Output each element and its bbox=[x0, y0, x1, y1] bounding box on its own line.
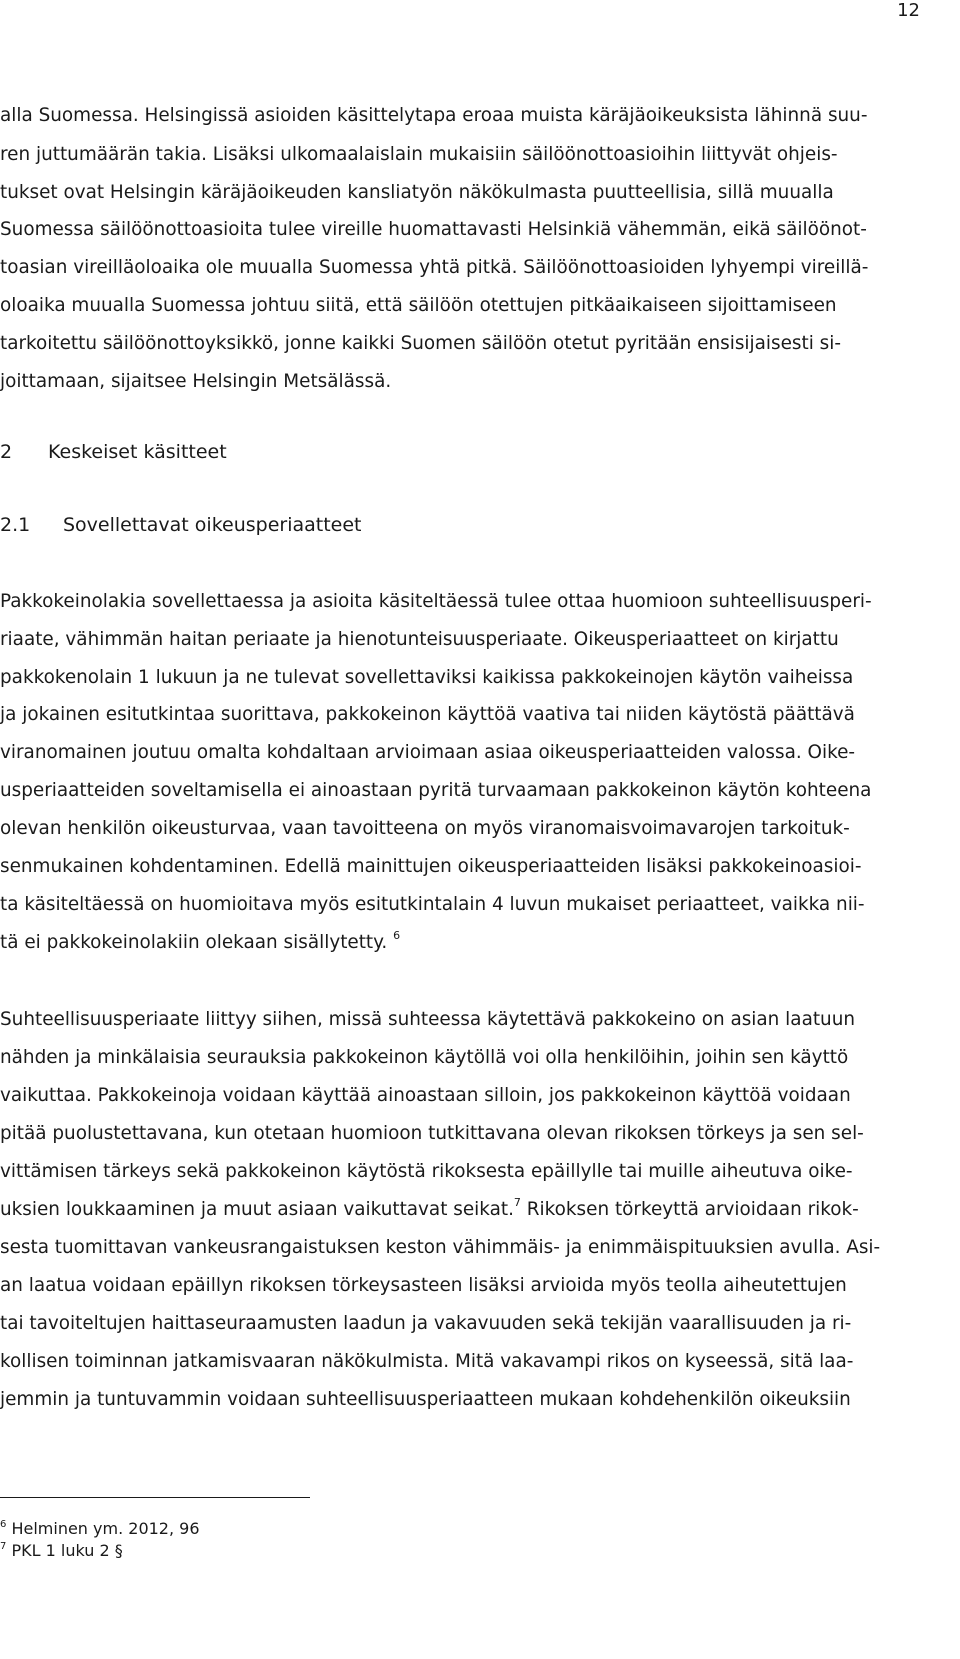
subsection-title: Sovellettavat oikeusperiaatteet bbox=[63, 514, 362, 536]
paragraph-2-line bbox=[0, 931, 400, 955]
paragraph-2-line-text: tä ei pakkokeinolakiin olekaan sisällytetty. bbox=[0, 932, 388, 953]
paragraph-1-line: ren juttumäärän takia. Lisäksi ulkomaalaislain mukaisiin säilöönottoasioihin liittyvät ohjeis- bbox=[0, 144, 838, 165]
paragraph-2-line: viranomainen joutuu omalta kohdaltaan arvioimaan asiaa oikeusperiaatteiden valossa. Oike- bbox=[0, 742, 856, 763]
paragraph-3-line bbox=[0, 1198, 859, 1222]
footnote-ref: 6 bbox=[393, 929, 401, 942]
footnote bbox=[0, 1519, 200, 1539]
footnote-text: PKL 1 luku 2 § bbox=[11, 1541, 123, 1560]
paragraph-3-line: vaikuttaa. Pakkokeinoja voidaan käyttää ainoastaan silloin, jos pakkokeinon käyttöä voidaan bbox=[0, 1085, 851, 1106]
paragraph-1-line: alla Suomessa. Helsingissä asioiden käsittelytapa eroaa muista käräjäoikeuksista lähinnä suu- bbox=[0, 105, 868, 126]
paragraph-1-line: tarkoitettu säilöönottoyksikkö, jonne kaikki Suomen säilöön otetut pyritään ensisijaisesti si- bbox=[0, 333, 841, 354]
subsection-heading bbox=[0, 513, 362, 537]
paragraph-1-line: joittamaan, sijaitsee Helsingin Metsälässä. bbox=[0, 371, 392, 392]
section-heading bbox=[0, 440, 227, 464]
subsection-number: 2.1 bbox=[0, 514, 31, 536]
paragraph-2-line: olevan henkilön oikeusturvaa, vaan tavoitteena on myös viranomaisvoimavarojen tarkoituk- bbox=[0, 818, 850, 839]
paragraph-3-line: tai tavoiteltujen haittaseuraamusten laadun ja vakavuuden sekä tekijän vaarallisuuden ja ri- bbox=[0, 1313, 852, 1334]
section-number: 2 bbox=[0, 441, 13, 463]
paragraph-3-line-text: Rikoksen törkeyttä arvioidaan rikok- bbox=[520, 1199, 859, 1220]
footnote-ref: 7 bbox=[513, 1196, 521, 1209]
paragraph-3-line: vittämisen tärkeys sekä pakkokeinon käytöstä rikoksesta epäillylle tai muille aiheutuva oike- bbox=[0, 1161, 853, 1182]
footnote-mark: 7 bbox=[0, 1541, 7, 1552]
paragraph-2-line: ja jokainen esitutkintaa suorittava, pakkokeinon käyttöä vaativa tai niiden käytöstä päättävä bbox=[0, 704, 855, 725]
paragraph-3-line: Suhteellisuusperiaate liittyy siihen, missä suhteessa käytettävä pakkokeino on asian laatuun bbox=[0, 1009, 856, 1030]
paragraph-2-line: usperiaatteiden soveltamisella ei ainoastaan pyritä turvaamaan pakkokeinon käytön kohteena bbox=[0, 780, 872, 801]
paragraph-2-line: ta käsiteltäessä on huomioitava myös esitutkintalain 4 luvun mukaiset periaatteet, vaikka nii- bbox=[0, 894, 865, 915]
paragraph-3-line: kollisen toiminnan jatkamisvaaran näkökulmista. Mitä vakavampi rikos on kyseessä, sitä laa- bbox=[0, 1351, 854, 1372]
footnote-mark: 6 bbox=[0, 1519, 7, 1530]
paragraph-2-line: pakkokenolain 1 lukuun ja ne tulevat sovellettaviksi kaikissa pakkokeinojen käytön vaiheissa bbox=[0, 667, 854, 688]
section-title: Keskeiset käsitteet bbox=[48, 441, 227, 463]
paragraph-3-line: an laatua voidaan epäillyn rikoksen törkeysasteen lisäksi arvioida myös teolla aiheutettujen bbox=[0, 1275, 847, 1296]
paragraph-3-line: pitää puolustettavana, kun otetaan huomioon tutkittavana olevan rikoksen törkeys ja sen sel- bbox=[0, 1123, 864, 1144]
footnote-text: Helminen ym. 2012, 96 bbox=[11, 1519, 200, 1538]
paragraph-1-line: toasian vireilläoloaika ole muualla Suomessa yhtä pitkä. Säilöönottoasioiden lyhyempi vireillä- bbox=[0, 257, 869, 278]
footnote bbox=[0, 1541, 123, 1561]
paragraph-1-line: tukset ovat Helsingin käräjäoikeuden kansliatyön näkökulmasta puutteellisia, sillä muualla bbox=[0, 182, 834, 203]
paragraph-3-line-text: uksien loukkaaminen ja muut asiaan vaikuttavat seikat. bbox=[0, 1199, 514, 1220]
paragraph-2-line: Pakkokeinolakia sovellettaessa ja asioita käsiteltäessä tulee ottaa huomioon suhteellisuusperi- bbox=[0, 591, 872, 612]
paragraph-2-line: riaate, vähimmän haitan periaate ja hienotunteisuusperiaate. Oikeusperiaatteet on kirjattu bbox=[0, 629, 839, 650]
paragraph-3-line: nähden ja minkälaisia seurauksia pakkokeinon käytöllä voi olla henkilöihin, joihin sen käyttö bbox=[0, 1047, 849, 1068]
paragraph-1-line: Suomessa säilöönottoasioita tulee vireille huomattavasti Helsinkiä vähemmän, eikä säilöönot- bbox=[0, 219, 867, 240]
page-number: 12 bbox=[897, 0, 920, 21]
paragraph-3-line: sesta tuomittavan vankeusrangaistuksen keston vähimmäis- ja enimmäispituuksien avulla. Asi- bbox=[0, 1237, 881, 1258]
paragraph-3-line: jemmin ja tuntuvammin voidaan suhteellisuusperiaatteen mukaan kohdehenkilön oikeuksiin bbox=[0, 1389, 851, 1410]
footnote-separator bbox=[0, 1497, 310, 1498]
paragraph-1-line: oloaika muualla Suomessa johtuu siitä, että säilöön otettujen pitkäaikaiseen sijoittamiseen bbox=[0, 295, 837, 316]
paragraph-2-line: senmukainen kohdentaminen. Edellä mainittujen oikeusperiaatteiden lisäksi pakkokeinoasioi- bbox=[0, 856, 862, 877]
